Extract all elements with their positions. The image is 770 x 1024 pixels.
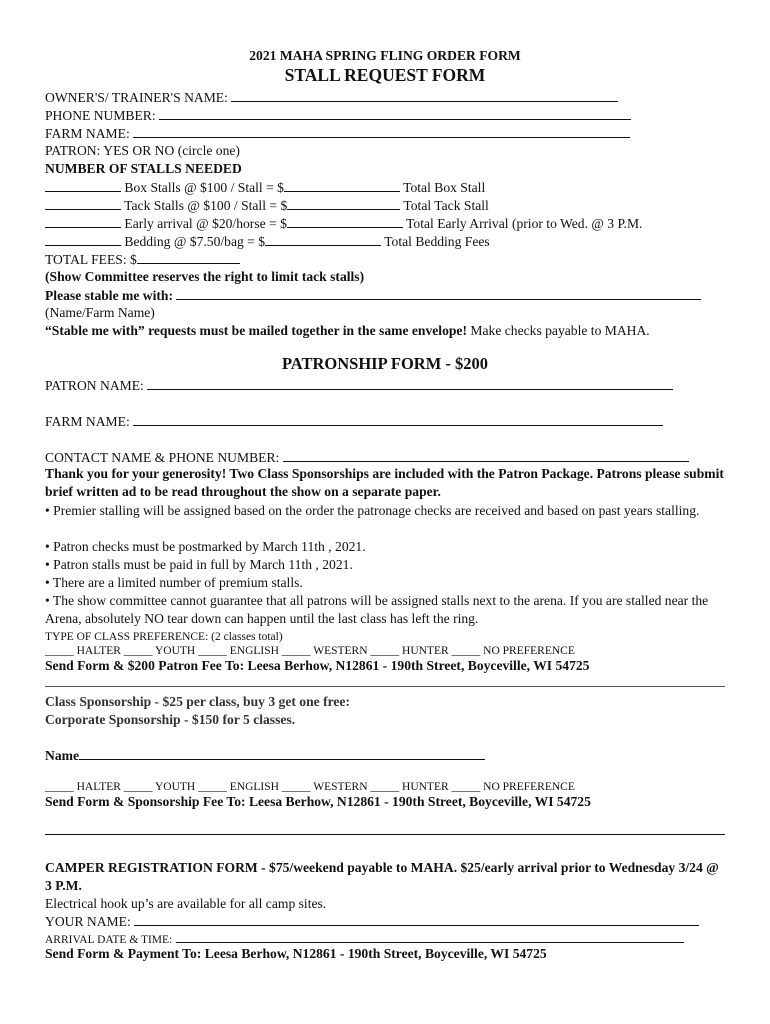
stalls-needed-heading: NUMBER OF STALLS NEEDED xyxy=(45,161,242,176)
tack-stall-qty-field[interactable] xyxy=(45,196,121,210)
stable-with-label: Please stable me with: xyxy=(45,288,173,303)
electrical-note: Electrical hook up’s are available for all camp sites. xyxy=(45,896,327,911)
stall-request-title: STALL REQUEST FORM xyxy=(284,65,486,85)
stable-mail-note-plain: Make checks payable to MAHA. xyxy=(467,323,650,338)
stable-mail-note xyxy=(45,322,650,340)
arrival-label: ARRIVAL DATE & TIME: xyxy=(45,934,173,946)
early-arrival-label: Early arrival @ $20/horse = $ xyxy=(124,216,287,231)
contact-label: CONTACT NAME & PHONE NUMBER: xyxy=(45,450,280,465)
tack-stall-total-field[interactable] xyxy=(287,196,400,210)
sponsor-name-row xyxy=(45,746,485,765)
patron-farm-field[interactable] xyxy=(133,412,663,426)
stable-with-row xyxy=(45,286,701,305)
patron-name-field[interactable] xyxy=(147,376,673,390)
owner-name-field[interactable] xyxy=(231,88,618,102)
patron-bullet-2: • Patron checks must be postmarked by March 11th , 2021. xyxy=(45,539,366,554)
sponsor-name-field[interactable] xyxy=(79,746,485,760)
early-arrival-total-field[interactable] xyxy=(287,214,403,228)
arrival-field[interactable] xyxy=(176,929,684,943)
sponsor-class-options[interactable]: _____ HALTER _____ YOUTH _____ ENGLISH _____ WESTERN _____ HUNTER _____ NO PREFERENCE xyxy=(45,781,575,793)
committee-note: (Show Committee reserves the right to limit tack stalls) xyxy=(45,269,365,284)
box-stall-row xyxy=(45,178,485,197)
early-arrival-total-label: Total Early Arrival (prior to Wed. @ 3 P.M. xyxy=(406,216,643,231)
patron-bullet-4: • There are a limited number of premium stalls. xyxy=(45,575,303,590)
stable-mail-note-bold: “Stable me with” requests must be mailed together in the same envelope! xyxy=(45,323,467,338)
class-preference-label: TYPE OF CLASS PREFERENCE: (2 classes total) xyxy=(45,631,283,643)
tack-stall-total-label: Total Tack Stall xyxy=(403,198,489,213)
tack-stall-row xyxy=(45,196,489,215)
farm-label: FARM NAME: xyxy=(45,126,130,141)
owner-name-label: OWNER'S/ TRAINER'S NAME: xyxy=(45,90,228,105)
patron-thanks-text: Thank you for your generosity! Two Class Sponsorships are included with the Patron Package. Patrons please submit brief written ad to be read throughout the show on a separate paper. xyxy=(45,466,724,499)
order-form-title: 2021 MAHA SPRING FLING ORDER FORM xyxy=(249,48,521,63)
patron-class-options[interactable]: _____ HALTER _____ YOUTH _____ ENGLISH _____ WESTERN _____ HUNTER _____ NO PREFERENCE xyxy=(45,645,575,657)
patronship-title: PATRONSHIP FORM - $200 xyxy=(281,354,489,373)
section-divider-2 xyxy=(45,834,725,835)
section-divider xyxy=(45,686,725,687)
patron-yes-no: PATRON: YES OR NO (circle one) xyxy=(45,143,240,158)
bedding-row xyxy=(45,232,490,251)
bedding-label: Bedding @ $7.50/bag = $ xyxy=(124,234,266,249)
early-arrival-qty-field[interactable] xyxy=(45,214,121,228)
patron-farm-label: FARM NAME: xyxy=(45,414,130,429)
sponsor-name-label: Name xyxy=(45,748,79,763)
patron-name-row xyxy=(45,376,673,395)
total-fees-field[interactable] xyxy=(137,250,240,264)
patron-bullet-5: • The show committee cannot guarantee that all patrons will be assigned stalls next to the arena. If you are stalled near the Arena, absolutely NO tear down can happen until the last class has left the ring. xyxy=(45,593,709,626)
contact-field[interactable] xyxy=(283,448,689,462)
corporate-sponsorship-text: Corporate Sponsorship - $150 for 5 classes. xyxy=(45,712,296,727)
camper-send-to: Send Form & Payment To: Leesa Berhow, N12861 - 190th Street, Boyceville, WI 54725 xyxy=(45,946,547,961)
patron-bullet-1: • Premier stalling will be assigned based on the order the patronage checks are received and based on past years stalling. xyxy=(45,503,700,518)
name-farm-hint: (Name/Farm Name) xyxy=(45,305,155,320)
patron-send-to: Send Form & $200 Patron Fee To: Leesa Berhow, N12861 - 190th Street, Boyceville, WI 54725 xyxy=(45,658,590,673)
camper-name-field[interactable] xyxy=(134,912,699,926)
tack-stall-label: Tack Stalls @ $100 / Stall = $ xyxy=(124,198,288,213)
class-sponsorship-text: Class Sponsorship - $25 per class, buy 3 get one free: xyxy=(45,694,350,709)
patron-farm-row xyxy=(45,412,663,431)
sponsor-send-to: Send Form & Sponsorship Fee To: Leesa Berhow, N12861 - 190th Street, Boyceville, WI 54725 xyxy=(45,794,591,809)
phone-row xyxy=(45,106,631,125)
patron-bullet-3: • Patron stalls must be paid in full by March 11th , 2021. xyxy=(45,557,353,572)
phone-field[interactable] xyxy=(159,106,631,120)
camper-title: CAMPER REGISTRATION FORM - $75/weekend payable to MAHA. $25/early arrival prior to Wednesday 3/24 @ 3 P.M. xyxy=(45,860,719,893)
box-stall-label: Box Stalls @ $100 / Stall = $ xyxy=(124,180,284,195)
farm-field[interactable] xyxy=(133,124,630,138)
owner-name-row xyxy=(45,88,618,107)
bedding-total-label: Total Bedding Fees xyxy=(384,234,490,249)
stable-with-field[interactable] xyxy=(176,286,701,300)
phone-label: PHONE NUMBER: xyxy=(45,108,156,123)
early-arrival-row xyxy=(45,214,642,233)
patron-name-label: PATRON NAME: xyxy=(45,378,144,393)
box-stall-total-field[interactable] xyxy=(284,178,400,192)
total-fees-label: TOTAL FEES: $ xyxy=(45,252,137,267)
camper-name-label: YOUR NAME: xyxy=(45,914,131,929)
farm-row xyxy=(45,124,630,143)
total-fees-row xyxy=(45,250,240,269)
box-stall-total-label: Total Box Stall xyxy=(403,180,486,195)
bedding-qty-field[interactable] xyxy=(45,232,121,246)
box-stall-qty-field[interactable] xyxy=(45,178,121,192)
bedding-total-field[interactable] xyxy=(265,232,381,246)
